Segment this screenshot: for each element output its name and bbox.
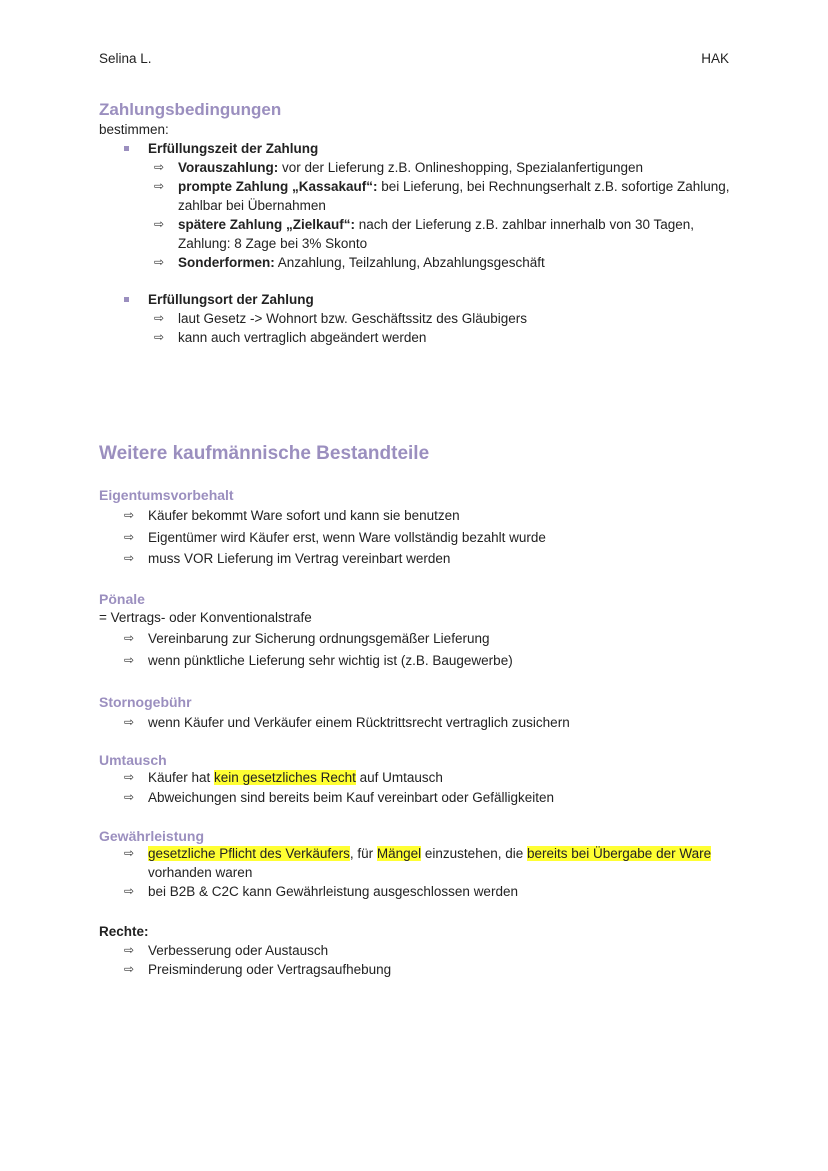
subsection-eigentumsvorbehalt bbox=[99, 487, 748, 570]
arrow-right-icon: ⇨ bbox=[154, 179, 165, 193]
square-bullet-icon bbox=[124, 146, 129, 151]
subsection-intro: = Vertrags- oder Konventionalstrafe bbox=[99, 610, 312, 625]
author-name: Selina L. bbox=[99, 51, 152, 66]
list-item: ⇨ Verbesserung oder Austausch bbox=[124, 943, 329, 958]
arrow-right-icon: ⇨ bbox=[124, 652, 135, 667]
list-item: ⇨ laut Gesetz -> Wohnort bzw. Geschäftssitz des Gläubigers bbox=[154, 311, 528, 326]
arrow-right-icon: ⇨ bbox=[154, 330, 165, 344]
arrow-right-icon: ⇨ bbox=[124, 508, 135, 522]
subsection-title: Umtausch bbox=[99, 752, 167, 768]
list-item: ⇨ wenn pünktliche Lieferung sehr wichtig ist (z.B. Baugewerbe) bbox=[99, 650, 748, 672]
subsection-stornogebuehr bbox=[99, 694, 748, 733]
bullet-erfuellungsort: Erfüllungsort der Zahlung bbox=[99, 290, 748, 309]
highlighted-text: gesetzliche Pflicht des Verkäufers bbox=[148, 846, 350, 861]
highlighted-text: kein gesetzliches Recht bbox=[214, 770, 356, 785]
subsection-gewaehrleistung bbox=[99, 828, 768, 901]
page-header bbox=[99, 51, 729, 66]
arrow-right-icon: ⇨ bbox=[124, 551, 135, 565]
arrow-right-icon: ⇨ bbox=[124, 846, 135, 860]
arrow-right-icon: ⇨ bbox=[124, 529, 135, 544]
subsection-title: Stornogebühr bbox=[99, 694, 192, 710]
arrow-right-icon: ⇨ bbox=[124, 884, 135, 898]
arrow-right-icon: ⇨ bbox=[154, 160, 165, 174]
arrow-right-icon: ⇨ bbox=[154, 311, 165, 325]
arrow-right-icon: ⇨ bbox=[154, 255, 165, 269]
subsection-umtausch bbox=[99, 752, 748, 807]
list-item: ⇨ prompte Zahlung „Kassakauf“: bei Lieferung, bei Rechnungserhalt z.B. sofortige Zahlung, zahlbar bei Übernahmen bbox=[154, 179, 730, 213]
highlighted-text: bereits bei Übergabe der Ware bbox=[526, 846, 712, 861]
subsection-poenale bbox=[99, 591, 748, 671]
section-intro: bestimmen: bbox=[99, 122, 169, 137]
arrow-right-icon: ⇨ bbox=[124, 631, 135, 645]
subsection-title: Gewährleistung bbox=[99, 828, 205, 844]
list-item: ⇨ Preisminderung oder Vertragsaufhebung bbox=[124, 962, 392, 977]
list-item: ⇨ Abweichungen sind bereits beim Kauf vereinbart oder Gefälligkeiten bbox=[99, 788, 748, 808]
section-title: Zahlungsbedingungen bbox=[99, 100, 282, 119]
list-item: ⇨ bei B2B & C2C kann Gewährleistung ausgeschlossen werden bbox=[124, 884, 518, 899]
list-item: ⇨ Vorauszahlung: vor der Lieferung z.B. Onlineshopping, Spezialanfertigungen bbox=[154, 160, 644, 175]
list-item: ⇨ wenn Käufer und Verkäufer einem Rücktrittsrecht vertraglich zusichern bbox=[99, 712, 748, 733]
section-zahlungsbedingungen bbox=[99, 100, 748, 347]
arrow-right-icon: ⇨ bbox=[154, 217, 165, 231]
arrow-right-icon: ⇨ bbox=[124, 770, 135, 784]
arrow-right-icon: ⇨ bbox=[124, 715, 135, 729]
list-item: ⇨ Käufer bekommt Ware sofort und kann sie benutzen bbox=[99, 505, 748, 527]
subsection-title: Pönale bbox=[99, 591, 145, 607]
list-item: ⇨ spätere Zahlung „Zielkauf“: nach der Lieferung z.B. zahlbar innerhalb von 30 Tagen, Zahlung: 8 Zage bei 3% Skonto bbox=[154, 217, 695, 251]
bullet-erfuellungszeit: Erfüllungszeit der Zahlung bbox=[99, 139, 748, 158]
section-weitere bbox=[99, 443, 748, 465]
list-item: ⇨ muss VOR Lieferung im Vertrag vereinbart werden bbox=[99, 548, 748, 570]
arrow-right-icon: ⇨ bbox=[124, 789, 135, 804]
arrow-right-icon: ⇨ bbox=[124, 962, 135, 976]
subsection-title: Eigentumsvorbehalt bbox=[99, 487, 234, 503]
list-item: ⇨ gesetzliche Pflicht des Verkäufers, für Mängel einzustehen, die bereits bei Übergabe der Ware vorhanden waren bbox=[124, 846, 712, 880]
list-item: ⇨ Käufer hat kein gesetzliches Recht auf Umtausch bbox=[99, 768, 748, 788]
highlighted-text: Mängel bbox=[376, 846, 422, 861]
list-item: ⇨ Eigentümer wird Käufer erst, wenn Ware vollständig bezahlt wurde bbox=[99, 527, 748, 549]
list-item: ⇨ kann auch vertraglich abgeändert werden bbox=[154, 330, 427, 345]
section-title: Weitere kaufmännische Bestandteile bbox=[99, 443, 430, 464]
arrow-right-icon: ⇨ bbox=[124, 943, 135, 957]
square-bullet-icon bbox=[124, 297, 129, 302]
list-item: ⇨ Vereinbarung zur Sicherung ordnungsgemäßer Lieferung bbox=[99, 628, 748, 650]
subsection-rechte bbox=[99, 922, 748, 979]
school-label: HAK bbox=[701, 51, 729, 66]
subsection-title: Rechte: bbox=[99, 924, 149, 939]
list-item: ⇨ Sonderformen: Anzahlung, Teilzahlung, Abzahlungsgeschäft bbox=[154, 255, 545, 270]
